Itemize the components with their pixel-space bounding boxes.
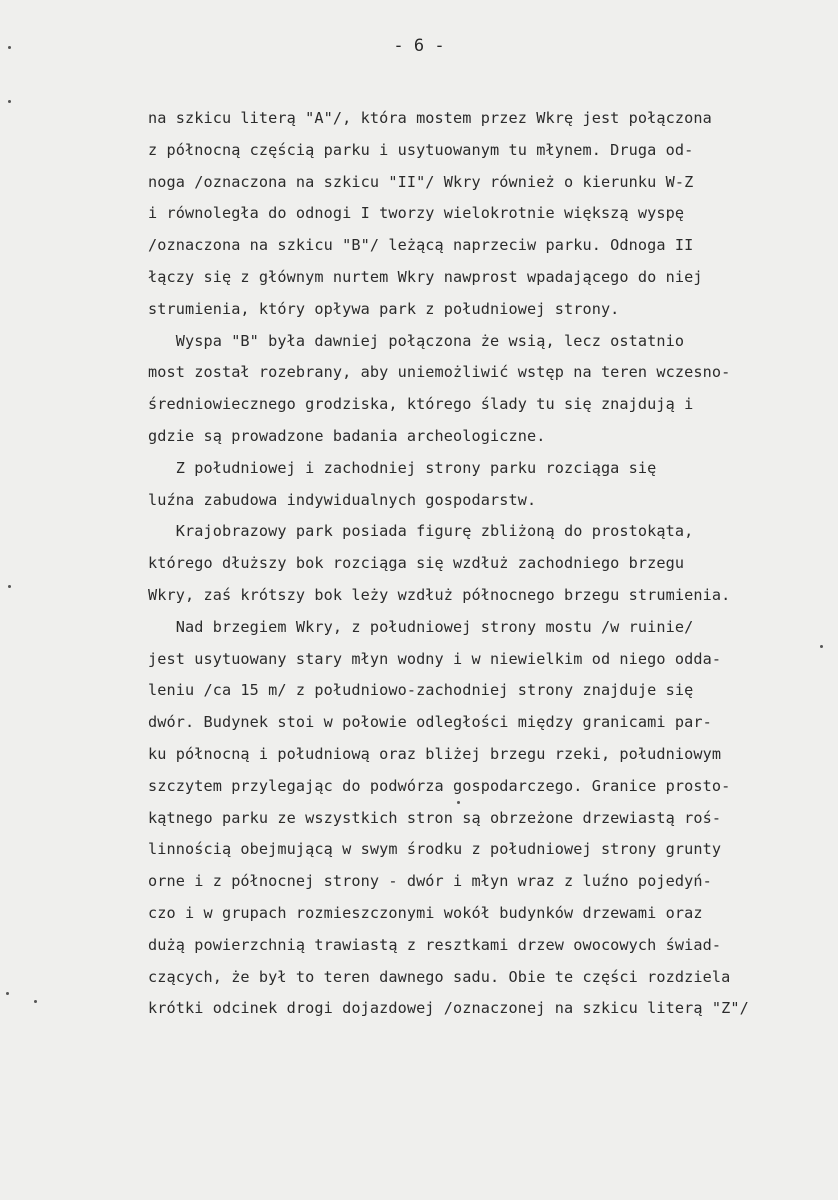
text-line: średniowiecznego grodziska, którego ślady tu się znajdują i (148, 395, 694, 414)
text-line: czących, że był to teren dawnego sadu. Obie te części rozdziela (148, 967, 731, 986)
text-line: dwór. Budynek stoi w połowie odległości między granicami par- (148, 713, 712, 732)
scan-speck (820, 645, 823, 648)
text-line: Krajobrazowy park posiada figurę zbliżoną do prostokąta, (148, 522, 694, 541)
text-line: dużą powierzchnią trawiastą z resztkami drzew owocowych świad- (148, 935, 722, 954)
text-line: linnością obejmującą w swym środku z południowej strony grunty (148, 840, 722, 859)
scan-speck (8, 100, 11, 103)
text-line: którego dłuższy bok rozciąga się wzdłuż zachodniego brzegu (148, 554, 685, 573)
text-line: noga /oznaczona na szkicu "II"/ Wkry również o kierunku W-Z (148, 172, 694, 191)
text-line: Wkry, zaś krótszy bok leży wzdłuż północnego brzegu strumienia. (148, 585, 731, 604)
text-line: łączy się z głównym nurtem Wkry nawprost wpadającego do niej (148, 267, 703, 286)
text-line: luźna zabudowa indywidualnych gospodarstw. (148, 490, 537, 509)
text-line: most został rozebrany, aby uniemożliwić wstęp na teren wczesno- (148, 363, 731, 382)
text-line: Nad brzegiem Wkry, z południowej strony mostu /w ruinie/ (148, 617, 694, 636)
text-line: Z południowej i zachodniej strony parku rozciąga się (148, 458, 657, 477)
text-line: i równoległa do odnogi I tworzy wielokrotnie większą wyspę (148, 204, 685, 223)
scan-speck (8, 46, 11, 49)
scan-speck (34, 1000, 37, 1003)
scan-speck (457, 801, 460, 804)
text-line: z północną częścią parku i usytuowanym tu młynem. Druga od- (148, 140, 694, 159)
scan-speck (6, 992, 9, 995)
text-line: gdzie są prowadzone badania archeologiczne. (148, 426, 546, 445)
text-line: krótki odcinek drogi dojazdowej /oznaczonej na szkicu literą "Z"/ (148, 999, 749, 1018)
text-line: /oznaczona na szkicu "B"/ leżącą naprzeciw parku. Odnoga II (148, 236, 694, 255)
scan-speck (8, 585, 11, 588)
text-line: kątnego parku ze wszystkich stron są obrzeżone drzewiastą roś- (148, 808, 722, 827)
text-line: jest usytuowany stary młyn wodny i w niewielkim od niego odda- (148, 649, 722, 668)
text-line: ku północną i południową oraz bliżej brzegu rzeki, południowym (148, 744, 722, 763)
text-line: na szkicu literą "A"/, która mostem przez Wkrę jest połączona (148, 109, 712, 127)
text-line: strumienia, który opływa park z południowej strony. (148, 299, 620, 318)
text-line: czo i w grupach rozmieszczonymi wokół budynków drzewami oraz (148, 903, 703, 922)
body-text (148, 103, 832, 1025)
text-line: Wyspa "B" była dawniej połączona że wsią, lecz ostatnio (148, 331, 685, 350)
page-number: - 6 - (393, 36, 445, 56)
text-line: szczytem przylegając do podwórza gospodarczego. Granice prosto- (148, 776, 731, 795)
text-line: orne i z północnej strony - dwór i młyn wraz z luźno pojedyń- (148, 872, 712, 891)
text-line: leniu /ca 15 m/ z południowo-zachodniej strony znajduje się (148, 681, 694, 700)
